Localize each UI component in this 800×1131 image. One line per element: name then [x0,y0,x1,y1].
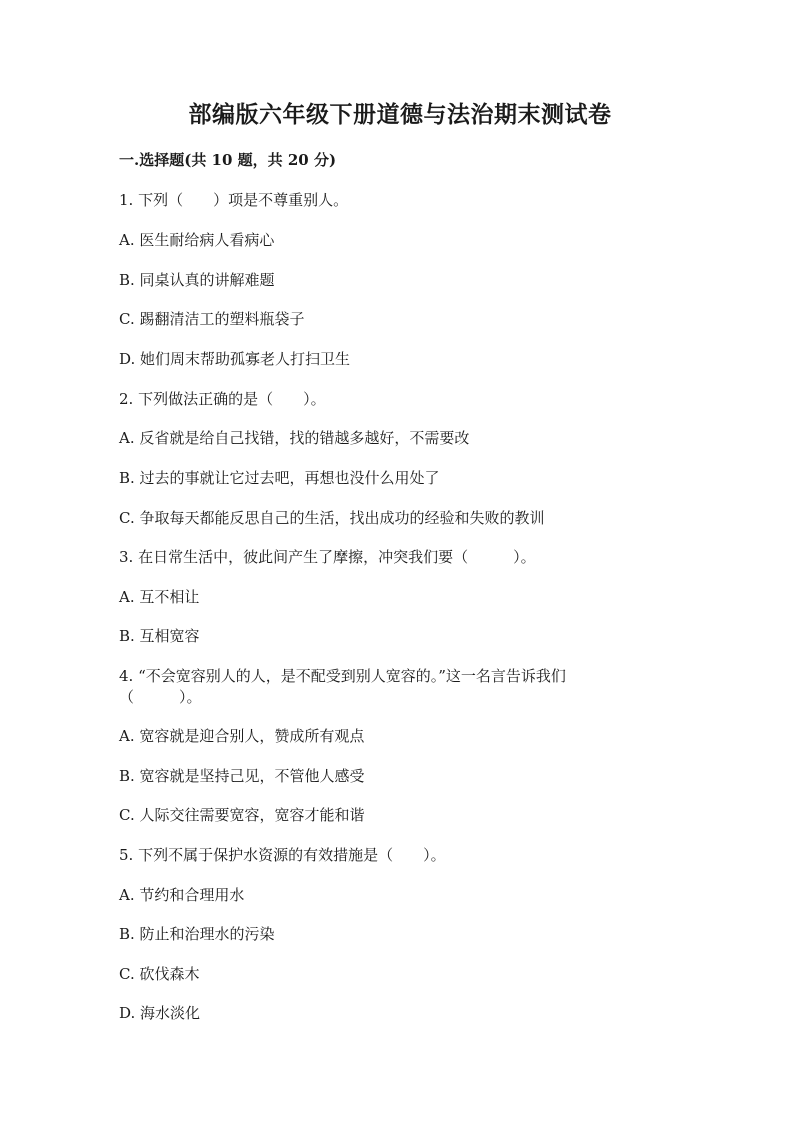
question-3-option-b: B. 互相宽容 [119,627,200,645]
question-3-option-a: A. 互不相让 [119,588,200,606]
question-4-option-c: C. 人际交往需要宽容，宽容才能和谐 [119,806,365,824]
question-5-option-b: B. 防止和治理水的污染 [119,925,275,943]
question-1-option-d: D. 她们周末帮助孤寡老人打扫卫生 [119,350,351,368]
question-4-stem-line-1: 4. “不会宽容别人的人，是不配受到别人宽容的。”这一名言告诉我们 [119,667,566,685]
question-2-option-a: A. 反省就是给自己找错，找的错越多越好，不需要改 [119,429,470,447]
question-2-option-b: B. 过去的事就让它过去吧，再想也没什么用处了 [119,469,440,487]
question-5-stem: 5. 下列不属于保护水资源的有效措施是（ ）。 [119,846,446,864]
page-title: 部编版六年级下册道德与法治期末测试卷 [188,101,612,128]
question-1-option-b: B. 同桌认真的讲解难题 [119,271,275,289]
question-5-option-c: C. 砍伐森木 [119,965,200,983]
section-heading: 一.选择题(共 10 题，共 20 分) [119,151,337,169]
question-4-option-a: A. 宽容就是迎合别人，赞成所有观点 [119,727,365,745]
question-5-option-d: D. 海水淡化 [119,1004,201,1022]
question-4-option-b: B. 宽容就是坚持己见，不管他人感受 [119,767,365,785]
question-4-stem-line-2: （ ）。 [119,688,202,706]
question-3-stem: 3. 在日常生活中，彼此间产生了摩擦，冲突我们要（ ）。 [119,548,536,566]
question-1-option-c: C. 踢翻清洁工的塑料瓶袋子 [119,310,305,328]
question-5-option-a: A. 节约和合理用水 [119,886,245,904]
question-2-stem: 2. 下列做法正确的是（ ）。 [119,390,326,408]
question-1-option-a: A. 医生耐给病人看病心 [119,231,275,249]
question-1-stem: 1. 下列（ ）项是不尊重别人。 [119,191,349,209]
question-2-option-c: C. 争取每天都能反思自己的生活，找出成功的经验和失败的教训 [119,509,545,527]
